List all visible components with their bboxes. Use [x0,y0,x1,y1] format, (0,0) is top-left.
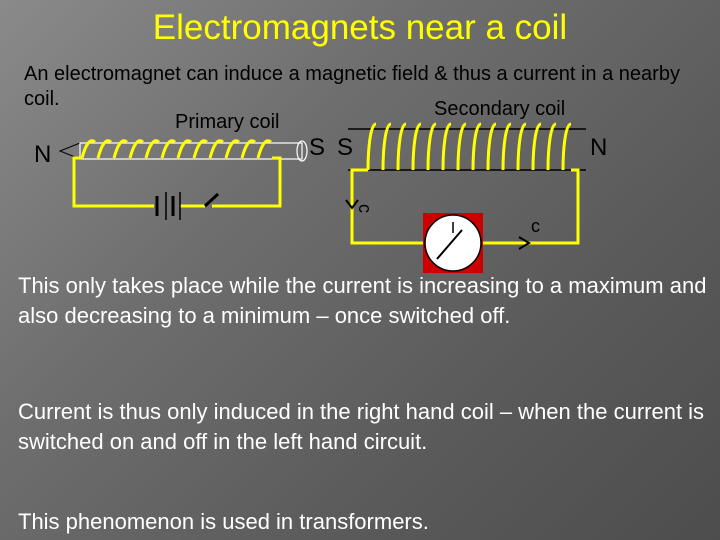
pole-primary-left: N [34,141,52,168]
intro-text: An electromagnet can induce a magnetic field & thus a current in a nearby coil. [24,63,680,110]
current-symbol-left: c [355,204,375,213]
pole-primary-right: S [309,134,326,161]
switch-lever [205,194,218,206]
galvanometer [423,213,483,273]
explanation-paragraph-3: This phenomenon is used in transformers. [18,509,429,534]
primary-wire [74,158,280,206]
pole-secondary-left: S [337,134,354,161]
explanation-paragraph-1: This only takes place while the current is increasing to a maximum and also decreasing to a minimum – once switched off. [18,273,707,328]
pole-secondary-right: N [590,134,608,161]
primary-coil-label: Primary coil [175,111,280,133]
current-symbol-right: c [531,216,540,236]
secondary-coil-label: Secondary coil [434,98,566,120]
secondary-coil [368,124,571,170]
explanation-paragraph-2: Current is thus only induced in the right hand coil – when the current is switched on and off in the left hand circuit. [18,399,705,454]
battery-symbol [157,192,180,220]
slide-title: Electromagnets near a coil [152,8,568,47]
